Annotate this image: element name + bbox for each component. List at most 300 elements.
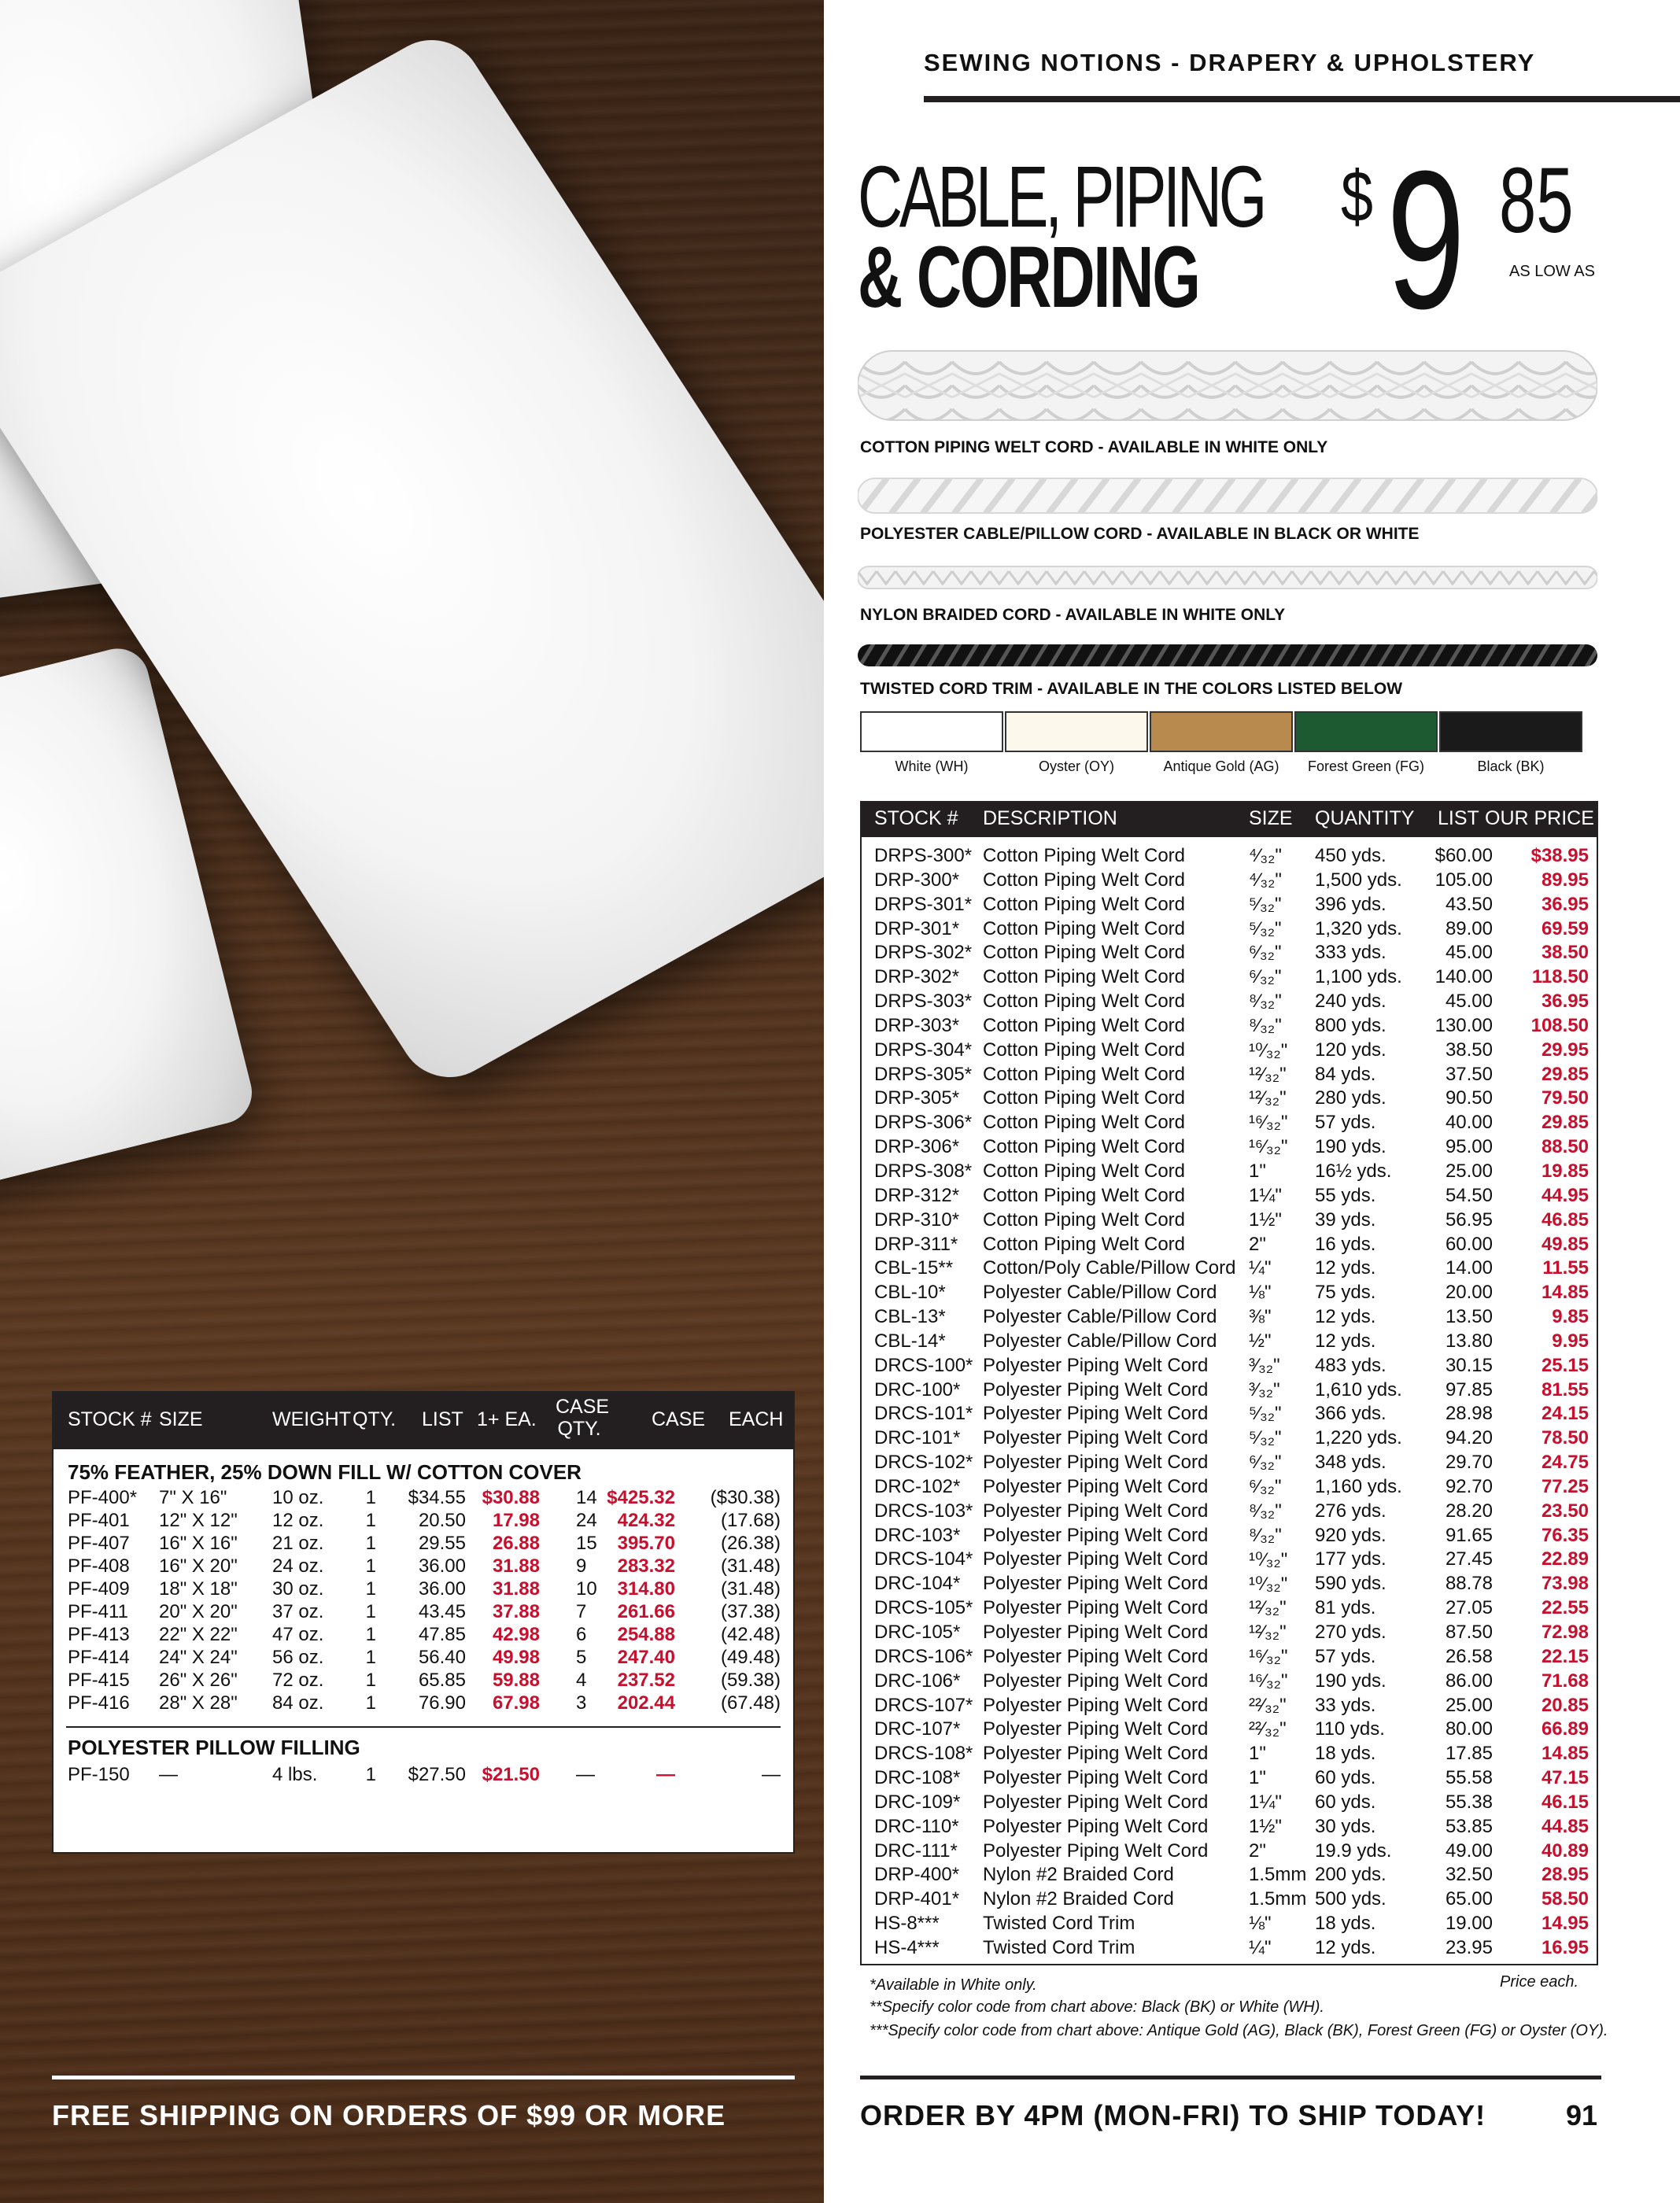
- our-price: 71.68: [1541, 1670, 1589, 1692]
- qty: 1: [365, 1510, 376, 1531]
- each-price: (42.48): [720, 1624, 781, 1645]
- description: Cotton Piping Welt Cord: [983, 869, 1186, 891]
- pillow-col-case-qty: CASE QTY.: [556, 1396, 610, 1440]
- cord-table-row: [862, 1573, 1597, 1597]
- swatch-label-black: Black (BK): [1477, 758, 1545, 774]
- list-price: 53.85: [1445, 1815, 1493, 1837]
- size: ³⁄₃₂": [1249, 1378, 1280, 1400]
- quantity: 483 yds.: [1315, 1354, 1386, 1376]
- description: Polyester Piping Welt Cord: [983, 1378, 1209, 1400]
- description: Cotton Piping Welt Cord: [983, 893, 1186, 915]
- description: Cotton Piping Welt Cord: [983, 1112, 1186, 1134]
- description: Polyester Piping Welt Cord: [983, 1670, 1209, 1692]
- our-price: 89.95: [1541, 869, 1589, 891]
- pillow-table-row: [54, 1670, 793, 1692]
- quantity: 19.9 yds.: [1315, 1840, 1392, 1862]
- case-qty: 7: [576, 1601, 587, 1622]
- cord-table-row: [862, 869, 1597, 894]
- size: ⁵⁄₃₂": [1249, 1427, 1282, 1449]
- quantity: 39 yds.: [1315, 1209, 1376, 1231]
- list-price: 89.00: [1445, 917, 1493, 939]
- free-shipping-banner: FREE SHIPPING ON ORDERS OF $99 OR MORE: [52, 2099, 726, 2131]
- stock-number: DRCS-104*: [874, 1548, 973, 1570]
- our-price: 29.85: [1541, 1112, 1589, 1134]
- our-price: 25.15: [1541, 1354, 1589, 1376]
- list-price: 60.00: [1445, 1233, 1493, 1255]
- one-each-price: 31.88: [492, 1555, 540, 1577]
- our-price: 46.15: [1541, 1791, 1589, 1813]
- list-price: 91.65: [1445, 1524, 1493, 1546]
- description: Polyester Piping Welt Cord: [983, 1427, 1209, 1449]
- list-price: 95.00: [1445, 1136, 1493, 1158]
- pillow-col-qty: QTY.: [353, 1408, 397, 1430]
- qty: 1: [365, 1647, 376, 1668]
- one-each-price: 67.98: [492, 1692, 540, 1714]
- cord-table-row: [862, 1670, 1597, 1695]
- each-price: (59.38): [720, 1670, 781, 1691]
- description: Polyester Piping Welt Cord: [983, 1694, 1209, 1716]
- pillow-col-stock: STOCK #: [68, 1408, 152, 1430]
- quantity: 81 yds.: [1315, 1597, 1376, 1619]
- list-price: 43.50: [1445, 893, 1493, 915]
- cord-table-row: [862, 1646, 1597, 1670]
- list-price: 27.05: [1445, 1597, 1493, 1619]
- nylon-braided-cord-image: [858, 563, 1597, 592]
- quantity: 920 yds.: [1315, 1524, 1386, 1546]
- stock-number: DRP-300*: [874, 869, 960, 891]
- polyester-cable-cord-image: [858, 475, 1597, 516]
- quantity: 60 yds.: [1315, 1767, 1376, 1789]
- swatch-label-white: White (WH): [895, 758, 969, 774]
- cord-table-row: [862, 991, 1597, 1015]
- list-price: 40.00: [1445, 1112, 1493, 1134]
- size: ⁵⁄₃₂": [1249, 893, 1282, 915]
- description: Cotton Piping Welt Cord: [983, 966, 1186, 988]
- our-price: 72.98: [1541, 1622, 1589, 1643]
- cord-table-row: [862, 1888, 1597, 1913]
- stock-number: PF-409: [68, 1578, 130, 1600]
- cord-table-row: [862, 1064, 1597, 1088]
- list-price: 140.00: [1434, 966, 1493, 988]
- qty: 1: [365, 1764, 376, 1785]
- list-price: 20.00: [1445, 1282, 1493, 1304]
- our-price: 81.55: [1541, 1378, 1589, 1400]
- size: 12" X 12": [159, 1510, 238, 1531]
- size: 16" X 20": [159, 1555, 238, 1577]
- our-price: 14.85: [1541, 1743, 1589, 1765]
- description: Polyester Piping Welt Cord: [983, 1452, 1209, 1474]
- case-qty: 3: [576, 1692, 587, 1714]
- stock-number: DRC-105*: [874, 1622, 961, 1643]
- one-each-price: $21.50: [482, 1764, 540, 1785]
- cord-table-row: [862, 1234, 1597, 1258]
- size: 1": [1249, 1160, 1266, 1182]
- quantity: 800 yds.: [1315, 1014, 1386, 1036]
- swatch-black: [1439, 711, 1582, 752]
- description: Polyester Piping Welt Cord: [983, 1840, 1209, 1862]
- list-price: 76.90: [418, 1692, 466, 1714]
- description: Cotton Piping Welt Cord: [983, 917, 1186, 939]
- stock-number: DRCS-101*: [874, 1403, 973, 1425]
- quantity: 177 yds.: [1315, 1548, 1386, 1570]
- size: 26" X 26": [159, 1670, 238, 1691]
- cord-table-row: [862, 1330, 1597, 1355]
- size: 1¼": [1249, 1184, 1282, 1206]
- cord-table-header: [862, 803, 1597, 837]
- size: 1½": [1249, 1815, 1282, 1837]
- list-price: 55.38: [1445, 1791, 1493, 1813]
- quantity: 16 yds.: [1315, 1233, 1376, 1255]
- our-price: 44.95: [1541, 1184, 1589, 1206]
- size: ⁶⁄₃₂": [1249, 1475, 1282, 1497]
- our-price: 49.85: [1541, 1233, 1589, 1255]
- quantity: 120 yds.: [1315, 1039, 1386, 1061]
- twisted-cord-trim-image: [858, 641, 1597, 670]
- swatch-label-antique-gold: Antique Gold (AG): [1163, 758, 1279, 774]
- stock-number: DRCS-100*: [874, 1354, 973, 1376]
- stock-number: DRC-108*: [874, 1767, 961, 1789]
- our-price: 29.95: [1541, 1039, 1589, 1061]
- weight: 84 oz.: [272, 1692, 324, 1714]
- cord-table-row: [862, 1039, 1597, 1064]
- weight: 56 oz.: [272, 1647, 324, 1668]
- cord-table-row: [862, 1112, 1597, 1136]
- our-price: 46.85: [1541, 1209, 1589, 1231]
- stock-number: DRPS-300*: [874, 845, 973, 866]
- case-qty: 6: [576, 1624, 587, 1645]
- stock-number: PF-150: [68, 1764, 130, 1785]
- list-price: 47.85: [418, 1624, 466, 1645]
- our-price: 11.55: [1542, 1257, 1589, 1279]
- pillow-divider: [66, 1726, 781, 1728]
- stock-number: DRPS-306*: [874, 1112, 973, 1134]
- size: ⁵⁄₃₂": [1249, 1403, 1282, 1425]
- case-qty: 4: [576, 1670, 587, 1691]
- our-price: 108.50: [1530, 1014, 1589, 1036]
- size: ¹²⁄₃₂": [1249, 1063, 1287, 1085]
- weight: 21 oz.: [272, 1533, 324, 1554]
- cord-table-row: [862, 1306, 1597, 1330]
- stock-number: PF-414: [68, 1647, 130, 1668]
- size: 16" X 16": [159, 1533, 238, 1554]
- quantity: 280 yds.: [1315, 1087, 1386, 1109]
- case-price: 395.70: [617, 1533, 675, 1554]
- description: Cotton/Poly Cable/Pillow Cord: [983, 1257, 1236, 1279]
- size: 1.5mm: [1249, 1888, 1307, 1910]
- one-each-price: 37.88: [492, 1601, 540, 1622]
- qty: 1: [365, 1601, 376, 1622]
- stock-number: DRC-104*: [874, 1573, 961, 1595]
- list-price: $34.55: [408, 1487, 466, 1508]
- size: 1¼": [1249, 1791, 1282, 1813]
- size: 1": [1249, 1743, 1266, 1765]
- stock-number: DRP-312*: [874, 1184, 960, 1206]
- size: 1.5mm: [1249, 1864, 1307, 1886]
- one-each-price: 49.98: [492, 1647, 540, 1668]
- case-price: 424.32: [617, 1510, 675, 1531]
- description: Cotton Piping Welt Cord: [983, 1184, 1186, 1206]
- size: 7" X 16": [159, 1487, 227, 1508]
- cord-table-row: [862, 1015, 1597, 1039]
- stock-number: PF-413: [68, 1624, 130, 1645]
- weight: 72 oz.: [272, 1670, 324, 1691]
- quantity: 1,320 yds.: [1315, 917, 1402, 939]
- case-price: 254.88: [617, 1624, 675, 1645]
- swatch-white: [860, 711, 1003, 752]
- list-price: 29.70: [1445, 1452, 1493, 1474]
- cord-table-row: [862, 1718, 1597, 1743]
- stock-number: DRCS-102*: [874, 1452, 973, 1474]
- qty: 1: [365, 1624, 376, 1645]
- stock-number: DRC-103*: [874, 1524, 961, 1546]
- quantity: 55 yds.: [1315, 1184, 1376, 1206]
- each-price: (17.68): [720, 1510, 781, 1531]
- pillow-price-table: [52, 1391, 795, 1854]
- quantity: 1,100 yds.: [1315, 966, 1402, 988]
- cord-table-row: [862, 1257, 1597, 1282]
- case-price: 247.40: [617, 1647, 675, 1668]
- size: ⁶⁄₃₂": [1249, 966, 1282, 988]
- pillow-rows-feather: [54, 1487, 793, 1715]
- description: Cotton Piping Welt Cord: [983, 1136, 1186, 1158]
- cord-table-row: [862, 1161, 1597, 1185]
- stock-number: DRP-400*: [874, 1864, 960, 1886]
- cord-col-our-price: OUR PRICE: [1485, 807, 1594, 829]
- quantity: 333 yds.: [1315, 942, 1386, 964]
- pillow-rows-polyester: [54, 1764, 793, 1787]
- each-price: (49.48): [720, 1647, 781, 1668]
- case-qty: 14: [576, 1487, 597, 1508]
- description: Polyester Piping Welt Cord: [983, 1815, 1209, 1837]
- description: Cotton Piping Welt Cord: [983, 1014, 1186, 1036]
- list-price: 55.58: [1445, 1767, 1493, 1789]
- size: 20" X 20": [159, 1601, 238, 1622]
- stock-number: DRP-311*: [874, 1233, 958, 1255]
- quantity: 1,220 yds.: [1315, 1427, 1402, 1449]
- quantity: 270 yds.: [1315, 1622, 1386, 1643]
- stock-number: DRP-302*: [874, 966, 960, 988]
- size: ¹⁰⁄₃₂": [1249, 1039, 1288, 1061]
- pillow-table-row: [54, 1647, 793, 1670]
- quantity: 60 yds.: [1315, 1791, 1376, 1813]
- quantity: 18 yds.: [1315, 1913, 1376, 1935]
- pillow-col-each: EACH: [729, 1408, 784, 1430]
- cord-table-row: [862, 1476, 1597, 1500]
- list-price: 37.50: [1445, 1063, 1493, 1085]
- page-title-line2: & CORDING: [858, 229, 1199, 326]
- stock-number: DRPS-303*: [874, 991, 973, 1013]
- list-price: 54.50: [1445, 1184, 1493, 1206]
- our-price: 29.85: [1541, 1063, 1589, 1085]
- each-price: ($30.38): [710, 1487, 781, 1508]
- size: ¹⁰⁄₃₂": [1249, 1549, 1288, 1571]
- stock-number: CBL-10*: [874, 1282, 946, 1304]
- size: 18" X 18": [159, 1578, 238, 1600]
- list-price: 36.00: [418, 1578, 466, 1600]
- stock-number: HS-8***: [874, 1913, 940, 1935]
- cord-table-row: [862, 1185, 1597, 1209]
- list-price: 28.98: [1445, 1403, 1493, 1425]
- description: Polyester Piping Welt Cord: [983, 1573, 1209, 1595]
- cotton-piping-cord-image: [858, 346, 1597, 425]
- cord-table-row: [862, 1282, 1597, 1306]
- cord-table-rows: [862, 837, 1597, 1961]
- pillow-note-price: Price each/case.: [641, 1825, 770, 1845]
- pillow-photo: [0, 0, 824, 2203]
- swatch-forest-green: [1294, 711, 1438, 752]
- stock-number: DRP-306*: [874, 1136, 960, 1158]
- description: Polyester Piping Welt Cord: [983, 1645, 1209, 1667]
- cord-table-row: [862, 1403, 1597, 1427]
- cord-table-row: [862, 918, 1597, 943]
- nylon-braided-label: NYLON BRAIDED CORD - AVAILABLE IN WHITE ONLY: [860, 606, 1286, 624]
- description: Polyester Piping Welt Cord: [983, 1475, 1209, 1497]
- description: Twisted Cord Trim: [983, 1913, 1135, 1935]
- header-rule: [924, 96, 1680, 102]
- stock-number: PF-407: [68, 1533, 130, 1554]
- quantity: 57 yds.: [1315, 1112, 1376, 1134]
- note-specify-ag-bk-fg-oy: ***Specify color code from chart above: Antique Gold (AG), Black (BK), Forest Green (FG) or Oyster (OY).: [870, 2022, 1608, 2039]
- cord-table-row: [862, 1840, 1597, 1865]
- description: Cotton Piping Welt Cord: [983, 1233, 1186, 1255]
- polyester-cable-label: POLYESTER CABLE/PILLOW CORD - AVAILABLE IN BLACK OR WHITE: [860, 525, 1420, 543]
- cord-table-row: [862, 1355, 1597, 1379]
- stock-number: DRP-401*: [874, 1888, 960, 1910]
- stock-number: DRC-110*: [874, 1815, 959, 1837]
- description: Polyester Cable/Pillow Cord: [983, 1330, 1217, 1352]
- pillow-table-row: [54, 1601, 793, 1624]
- stock-number: DRCS-105*: [874, 1597, 973, 1619]
- size: 24" X 24": [159, 1647, 238, 1668]
- stock-number: DRP-301*: [874, 917, 960, 939]
- list-price: 13.80: [1445, 1330, 1493, 1352]
- note-specify-bk-wh: **Specify color code from chart above: Black (BK) or White (WH).: [870, 1998, 1324, 2016]
- quantity: 190 yds.: [1315, 1136, 1386, 1158]
- size: 2": [1249, 1840, 1266, 1862]
- list-price: 94.20: [1445, 1427, 1493, 1449]
- size: ½": [1249, 1330, 1272, 1352]
- size: ⅛": [1249, 1913, 1272, 1935]
- size: 1½": [1249, 1209, 1282, 1231]
- cord-col-stock: STOCK #: [874, 807, 958, 829]
- cord-table-row: [862, 1427, 1597, 1452]
- case-price: $425.32: [607, 1487, 675, 1508]
- size: 1": [1249, 1767, 1266, 1789]
- our-price: 36.95: [1541, 893, 1589, 915]
- size: ²²⁄₃₂": [1249, 1718, 1287, 1740]
- description: Cotton Piping Welt Cord: [983, 1160, 1186, 1182]
- our-price: 9.85: [1552, 1306, 1589, 1328]
- description: Polyester Piping Welt Cord: [983, 1403, 1209, 1425]
- cord-table-row: [862, 1622, 1597, 1646]
- swatch-label-forest-green: Forest Green (FG): [1307, 758, 1425, 774]
- our-price: 47.15: [1541, 1767, 1589, 1789]
- price-dollar-sign: $: [1341, 157, 1373, 237]
- cord-table-row: [862, 1864, 1597, 1888]
- our-price: 38.50: [1541, 942, 1589, 964]
- stock-number: PF-401: [68, 1510, 130, 1531]
- size: ¼": [1249, 1257, 1272, 1279]
- our-price: 66.89: [1541, 1718, 1589, 1740]
- our-price: 73.98: [1541, 1573, 1589, 1595]
- stock-number: DRC-109*: [874, 1791, 961, 1813]
- our-price: 88.50: [1541, 1136, 1589, 1158]
- list-price: 19.00: [1445, 1913, 1493, 1935]
- quantity: 200 yds.: [1315, 1864, 1386, 1886]
- size: ⁶⁄₃₂": [1249, 1452, 1282, 1474]
- list-price: 86.00: [1445, 1670, 1493, 1692]
- stock-number: DRPS-305*: [874, 1063, 973, 1085]
- description: Polyester Piping Welt Cord: [983, 1791, 1209, 1813]
- stock-number: DRC-111*: [874, 1840, 958, 1862]
- cord-price-table: [860, 801, 1598, 1965]
- list-price: 130.00: [1434, 1014, 1493, 1036]
- stock-number: DRPS-308*: [874, 1160, 973, 1182]
- list-price: 30.15: [1445, 1354, 1493, 1376]
- pillow-table-row: [54, 1692, 793, 1715]
- list-price: 65.00: [1445, 1888, 1493, 1910]
- size: ¹⁶⁄₃₂": [1249, 1136, 1288, 1158]
- list-price: 25.00: [1445, 1160, 1493, 1182]
- description: Cotton Piping Welt Cord: [983, 845, 1186, 866]
- swatch-antique-gold: [1150, 711, 1293, 752]
- cord-table-row: [862, 1695, 1597, 1719]
- our-price: 76.35: [1541, 1524, 1589, 1546]
- quantity: 12 yds.: [1315, 1306, 1376, 1328]
- weight: 10 oz.: [272, 1487, 324, 1508]
- description: Nylon #2 Braided Cord: [983, 1888, 1174, 1910]
- case-price: 237.52: [617, 1670, 675, 1691]
- our-price: $38.95: [1530, 845, 1589, 866]
- size: ⁸⁄₃₂": [1249, 991, 1282, 1013]
- cord-table-row: [862, 1767, 1597, 1792]
- stock-number: PF-411: [68, 1601, 128, 1622]
- weight: 4 lbs.: [272, 1764, 318, 1785]
- price-note: AS LOW AS: [1509, 263, 1595, 280]
- one-each-price: $30.88: [482, 1487, 540, 1508]
- quantity: 1,500 yds.: [1315, 869, 1402, 891]
- list-price: 14.00: [1445, 1257, 1493, 1279]
- size: 22" X 22": [159, 1624, 238, 1645]
- case-qty: 10: [576, 1578, 597, 1600]
- size: ¹²⁄₃₂": [1249, 1087, 1287, 1109]
- quantity: 12 yds.: [1315, 1936, 1376, 1958]
- description: Cotton Piping Welt Cord: [983, 991, 1186, 1013]
- case-price: 314.80: [617, 1578, 675, 1600]
- pillow-table-row: [54, 1578, 793, 1601]
- our-price: 24.15: [1541, 1403, 1589, 1425]
- pillow-table-row: [54, 1487, 793, 1510]
- stock-number: DRCS-108*: [874, 1743, 973, 1765]
- quantity: 30 yds.: [1315, 1815, 1376, 1837]
- size: ¹²⁄₃₂": [1249, 1622, 1287, 1643]
- pillow-table-row: [54, 1555, 793, 1578]
- quantity: 190 yds.: [1315, 1670, 1386, 1692]
- list-price: 25.00: [1445, 1694, 1493, 1716]
- description: Polyester Piping Welt Cord: [983, 1500, 1209, 1522]
- pillow-table-row: [54, 1510, 793, 1533]
- size: —: [159, 1764, 178, 1785]
- weight: 12 oz.: [272, 1510, 324, 1531]
- size: ⁸⁄₃₂": [1249, 1524, 1282, 1546]
- list-price: 49.00: [1445, 1840, 1493, 1862]
- quantity: 590 yds.: [1315, 1573, 1386, 1595]
- size: ⁵⁄₃₂": [1249, 917, 1282, 939]
- weight: 30 oz.: [272, 1578, 324, 1600]
- cotton-piping-label: COTTON PIPING WELT CORD - AVAILABLE IN WHITE ONLY: [860, 438, 1328, 456]
- list-price: 45.00: [1445, 942, 1493, 964]
- our-price: 24.75: [1541, 1452, 1589, 1474]
